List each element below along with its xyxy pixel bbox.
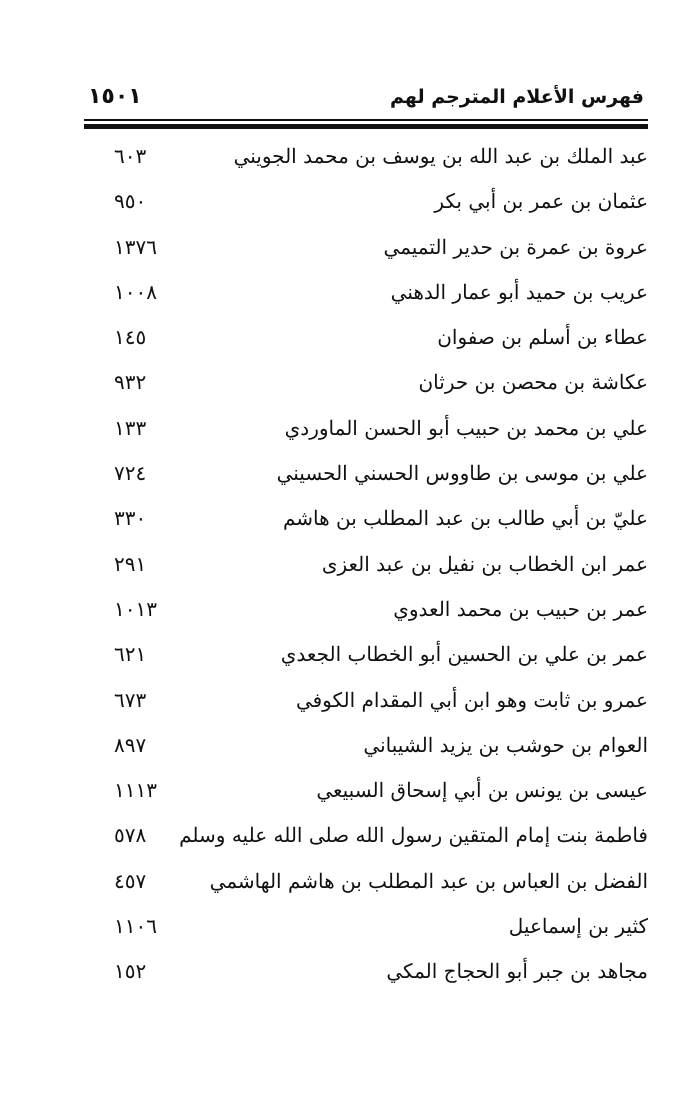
index-entry bbox=[84, 951, 648, 996]
entry-name: عريب بن حميد أبو عمار الدهني bbox=[390, 279, 648, 304]
index-list bbox=[84, 136, 648, 997]
entry-name: العوام بن حوشب بن يزيد الشيباني bbox=[363, 732, 648, 757]
index-entry bbox=[84, 317, 648, 362]
entry-page-number: ٩٣٢ bbox=[114, 370, 147, 395]
entry-page-number: ١٠١٣ bbox=[114, 596, 157, 621]
header-rule-thin bbox=[84, 119, 648, 121]
entry-page-number: ١٣٧٦ bbox=[114, 234, 157, 259]
entry-name: عثمان بن عمر بن أبي بكر bbox=[434, 189, 648, 214]
entry-page-number: ٥٧٨ bbox=[114, 823, 147, 848]
entry-name: عبد الملك بن عبد الله بن يوسف بن محمد الجويني bbox=[233, 144, 648, 168]
entry-name: علي بن موسى بن طاووس الحسني الحسيني bbox=[276, 461, 648, 486]
index-entry bbox=[84, 634, 648, 679]
entry-page-number: ١١٠٦ bbox=[114, 914, 157, 939]
entry-name: عكاشة بن محصن بن حرثان bbox=[418, 370, 648, 395]
index-entry bbox=[84, 725, 648, 770]
index-entry bbox=[84, 272, 648, 317]
entry-page-number: ٦٠٣ bbox=[114, 144, 147, 168]
entry-page-number: ٦٢١ bbox=[114, 642, 147, 667]
entry-page-number: ٧٢٤ bbox=[114, 461, 147, 486]
entry-name: مجاهد بن جبر أبو الحجاج المكي bbox=[386, 959, 648, 984]
entry-name: عليّ بن أبي طالب بن عبد المطلب بن هاشم bbox=[282, 506, 648, 531]
entry-page-number: ١٤٥ bbox=[114, 325, 147, 350]
index-entry bbox=[84, 408, 648, 453]
index-entry bbox=[84, 181, 648, 226]
index-entry bbox=[84, 544, 648, 589]
entry-page-number: ١٥٢ bbox=[114, 959, 147, 984]
entry-page-number: ٤٥٧ bbox=[114, 868, 147, 893]
index-entry bbox=[84, 498, 648, 543]
index-entry bbox=[84, 453, 648, 498]
entry-page-number: ٨٩٧ bbox=[114, 732, 147, 757]
entry-name: عطاء بن أسلم بن صفوان bbox=[437, 325, 648, 350]
index-entry bbox=[84, 136, 648, 181]
entry-name: عروة بن عمرة بن حدير التميمي bbox=[383, 234, 648, 259]
entry-name: الفضل بن العباس بن عبد المطلب بن هاشم الهاشمي bbox=[209, 868, 648, 893]
entry-page-number: ١٣٣ bbox=[114, 415, 147, 440]
entry-name: علي بن محمد بن حبيب أبو الحسن الماوردي bbox=[284, 415, 648, 440]
running-header bbox=[84, 82, 648, 116]
entry-page-number: ٩٥٠ bbox=[114, 189, 147, 214]
entry-name: عمر ابن الخطاب بن نفيل بن عبد العزى bbox=[321, 551, 648, 576]
entry-name: كثير بن إسماعيل bbox=[508, 914, 648, 939]
index-entry bbox=[84, 362, 648, 407]
index-entry bbox=[84, 680, 648, 725]
entry-page-number: ٦٧٣ bbox=[114, 687, 147, 712]
index-entry bbox=[84, 227, 648, 272]
entry-page-number: ١١١٣ bbox=[114, 778, 157, 803]
entry-name: عيسى بن يونس بن أبي إسحاق السبيعي bbox=[316, 778, 648, 803]
index-entry bbox=[84, 906, 648, 951]
entry-name: عمر بن علي بن الحسين أبو الخطاب الجعدي bbox=[280, 642, 648, 667]
entry-name: فاطمة بنت إمام المتقين رسول الله صلى الله عليه وسلم bbox=[179, 823, 648, 848]
index-entry bbox=[84, 589, 648, 634]
index-entry bbox=[84, 861, 648, 906]
entry-page-number: ١٠٠٨ bbox=[114, 279, 157, 304]
index-entry bbox=[84, 815, 648, 860]
entry-name: عمر بن حبيب بن محمد العدوي bbox=[393, 596, 648, 621]
index-entry bbox=[84, 770, 648, 815]
entry-page-number: ٣٣٠ bbox=[114, 506, 147, 531]
entry-name: عمرو بن ثابت وهو ابن أبي المقدام الكوفي bbox=[295, 687, 648, 712]
header-rule-thick bbox=[84, 124, 648, 129]
entry-page-number: ٢٩١ bbox=[114, 551, 147, 576]
page-title: فهرس الأعلام المترجم لهم bbox=[390, 86, 644, 108]
page-number: ١٥٠١ bbox=[88, 84, 142, 109]
